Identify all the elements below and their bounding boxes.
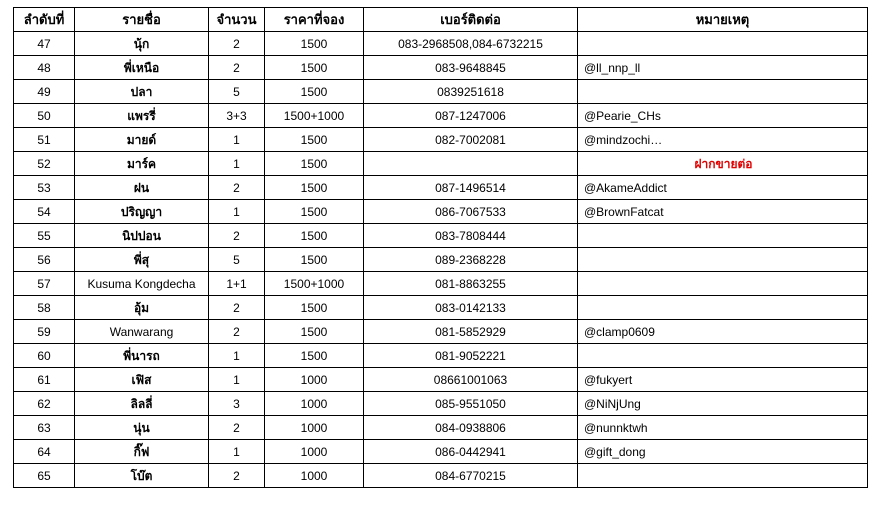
table-row xyxy=(14,464,868,488)
cell-no: 65 xyxy=(14,464,75,488)
cell-qty: 1 xyxy=(209,368,265,392)
cell-price: 1000 xyxy=(265,368,364,392)
cell-price: 1500 xyxy=(265,176,364,200)
cell-name: มายด์ xyxy=(75,128,209,152)
cell-phone: 081-5852929 xyxy=(364,320,578,344)
reservation-table xyxy=(13,7,868,488)
cell-qty: 1 xyxy=(209,440,265,464)
header-phone: เบอร์ติดต่อ xyxy=(364,8,578,32)
table-row xyxy=(14,416,868,440)
cell-name: พี่สุ xyxy=(75,248,209,272)
cell-qty: 3 xyxy=(209,392,265,416)
cell-no: 52 xyxy=(14,152,75,176)
cell-note: ฝากขายต่อ xyxy=(578,152,868,176)
table-row xyxy=(14,80,868,104)
cell-phone: 0839251618 xyxy=(364,80,578,104)
cell-no: 55 xyxy=(14,224,75,248)
cell-name: Kusuma Kongdecha xyxy=(75,272,209,296)
cell-qty: 1 xyxy=(209,344,265,368)
cell-note xyxy=(578,464,868,488)
table-row xyxy=(14,344,868,368)
cell-name: ฝน xyxy=(75,176,209,200)
cell-note: @NiNjUng xyxy=(578,392,868,416)
cell-phone xyxy=(364,152,578,176)
cell-qty: 2 xyxy=(209,224,265,248)
cell-price: 1000 xyxy=(265,392,364,416)
cell-no: 56 xyxy=(14,248,75,272)
cell-note xyxy=(578,224,868,248)
cell-name: ปลา xyxy=(75,80,209,104)
cell-name: โบ๊ต xyxy=(75,464,209,488)
table-row xyxy=(14,272,868,296)
cell-qty: 2 xyxy=(209,416,265,440)
cell-note xyxy=(578,80,868,104)
cell-qty: 2 xyxy=(209,176,265,200)
cell-name: นิปปอน xyxy=(75,224,209,248)
cell-name: นุ่น xyxy=(75,416,209,440)
cell-name: นุ้ก xyxy=(75,32,209,56)
cell-note: @ll_nnp_ll xyxy=(578,56,868,80)
cell-phone: 082-7002081 xyxy=(364,128,578,152)
cell-note xyxy=(578,296,868,320)
cell-price: 1500 xyxy=(265,56,364,80)
cell-phone: 08661001063 xyxy=(364,368,578,392)
table-row xyxy=(14,176,868,200)
cell-no: 59 xyxy=(14,320,75,344)
cell-name: ลิลลี่ xyxy=(75,392,209,416)
header-qty: จำนวน xyxy=(209,8,265,32)
cell-price: 1500 xyxy=(265,128,364,152)
cell-qty: 1 xyxy=(209,200,265,224)
table-row xyxy=(14,440,868,464)
cell-no: 60 xyxy=(14,344,75,368)
cell-name: ปริญญา xyxy=(75,200,209,224)
header-no: ลำดับที่ xyxy=(14,8,75,32)
cell-name: แพรรี่ xyxy=(75,104,209,128)
cell-price: 1500 xyxy=(265,200,364,224)
cell-phone: 081-9052221 xyxy=(364,344,578,368)
cell-name: เฟิส xyxy=(75,368,209,392)
table-body xyxy=(14,32,868,488)
cell-note: @BrownFatcat xyxy=(578,200,868,224)
cell-qty: 1 xyxy=(209,152,265,176)
header-note: หมายเหตุ xyxy=(578,8,868,32)
cell-name: พี่นารถ xyxy=(75,344,209,368)
cell-no: 48 xyxy=(14,56,75,80)
cell-no: 63 xyxy=(14,416,75,440)
cell-price: 1500 xyxy=(265,152,364,176)
cell-price: 1500 xyxy=(265,248,364,272)
cell-name: มาร์ค xyxy=(75,152,209,176)
cell-phone: 087-1247006 xyxy=(364,104,578,128)
table-row xyxy=(14,32,868,56)
cell-qty: 1 xyxy=(209,128,265,152)
cell-no: 57 xyxy=(14,272,75,296)
table-row xyxy=(14,224,868,248)
cell-note: @nunnktwh xyxy=(578,416,868,440)
cell-no: 47 xyxy=(14,32,75,56)
cell-note: @AkameAddict xyxy=(578,176,868,200)
cell-price: 1500+1000 xyxy=(265,104,364,128)
table-row xyxy=(14,248,868,272)
cell-no: 49 xyxy=(14,80,75,104)
cell-name: พี่เหนือ xyxy=(75,56,209,80)
cell-no: 58 xyxy=(14,296,75,320)
cell-phone: 083-2968508,084-6732215 xyxy=(364,32,578,56)
cell-qty: 3+3 xyxy=(209,104,265,128)
header-price: ราคาที่จอง xyxy=(265,8,364,32)
cell-qty: 2 xyxy=(209,296,265,320)
cell-note xyxy=(578,248,868,272)
cell-phone: 084-6770215 xyxy=(364,464,578,488)
cell-note xyxy=(578,32,868,56)
cell-price: 1500 xyxy=(265,296,364,320)
cell-price: 1500+1000 xyxy=(265,272,364,296)
table-row xyxy=(14,392,868,416)
cell-price: 1500 xyxy=(265,32,364,56)
cell-note: @clamp0609 xyxy=(578,320,868,344)
cell-no: 53 xyxy=(14,176,75,200)
cell-phone: 086-7067533 xyxy=(364,200,578,224)
cell-no: 64 xyxy=(14,440,75,464)
cell-name: อุ้ม xyxy=(75,296,209,320)
cell-name: Wanwarang xyxy=(75,320,209,344)
cell-no: 54 xyxy=(14,200,75,224)
cell-note xyxy=(578,272,868,296)
cell-no: 62 xyxy=(14,392,75,416)
cell-note xyxy=(578,344,868,368)
cell-qty: 2 xyxy=(209,32,265,56)
cell-phone: 081-8863255 xyxy=(364,272,578,296)
table-row xyxy=(14,56,868,80)
table-row xyxy=(14,320,868,344)
cell-phone: 085-9551050 xyxy=(364,392,578,416)
cell-price: 1500 xyxy=(265,80,364,104)
cell-price: 1500 xyxy=(265,320,364,344)
table-row xyxy=(14,152,868,176)
cell-no: 51 xyxy=(14,128,75,152)
cell-price: 1000 xyxy=(265,416,364,440)
table-row xyxy=(14,104,868,128)
cell-phone: 084-0938806 xyxy=(364,416,578,440)
cell-qty: 1+1 xyxy=(209,272,265,296)
cell-price: 1500 xyxy=(265,224,364,248)
cell-no: 50 xyxy=(14,104,75,128)
cell-name: กิ๊ฟ xyxy=(75,440,209,464)
cell-price: 1500 xyxy=(265,344,364,368)
cell-no: 61 xyxy=(14,368,75,392)
header-row xyxy=(14,8,868,32)
cell-phone: 086-0442941 xyxy=(364,440,578,464)
cell-qty: 2 xyxy=(209,56,265,80)
cell-qty: 5 xyxy=(209,248,265,272)
table-row xyxy=(14,368,868,392)
cell-note: @mindzochi… xyxy=(578,128,868,152)
cell-qty: 2 xyxy=(209,464,265,488)
cell-phone: 089-2368228 xyxy=(364,248,578,272)
table-row xyxy=(14,296,868,320)
cell-note: @gift_dong xyxy=(578,440,868,464)
cell-qty: 2 xyxy=(209,320,265,344)
cell-note: @Pearie_CHs xyxy=(578,104,868,128)
cell-note: @fukyert xyxy=(578,368,868,392)
cell-phone: 083-0142133 xyxy=(364,296,578,320)
table-row xyxy=(14,200,868,224)
cell-phone: 083-9648845 xyxy=(364,56,578,80)
header-name: รายชื่อ xyxy=(75,8,209,32)
cell-phone: 087-1496514 xyxy=(364,176,578,200)
cell-qty: 5 xyxy=(209,80,265,104)
cell-price: 1000 xyxy=(265,440,364,464)
cell-phone: 083-7808444 xyxy=(364,224,578,248)
cell-price: 1000 xyxy=(265,464,364,488)
table-row xyxy=(14,128,868,152)
